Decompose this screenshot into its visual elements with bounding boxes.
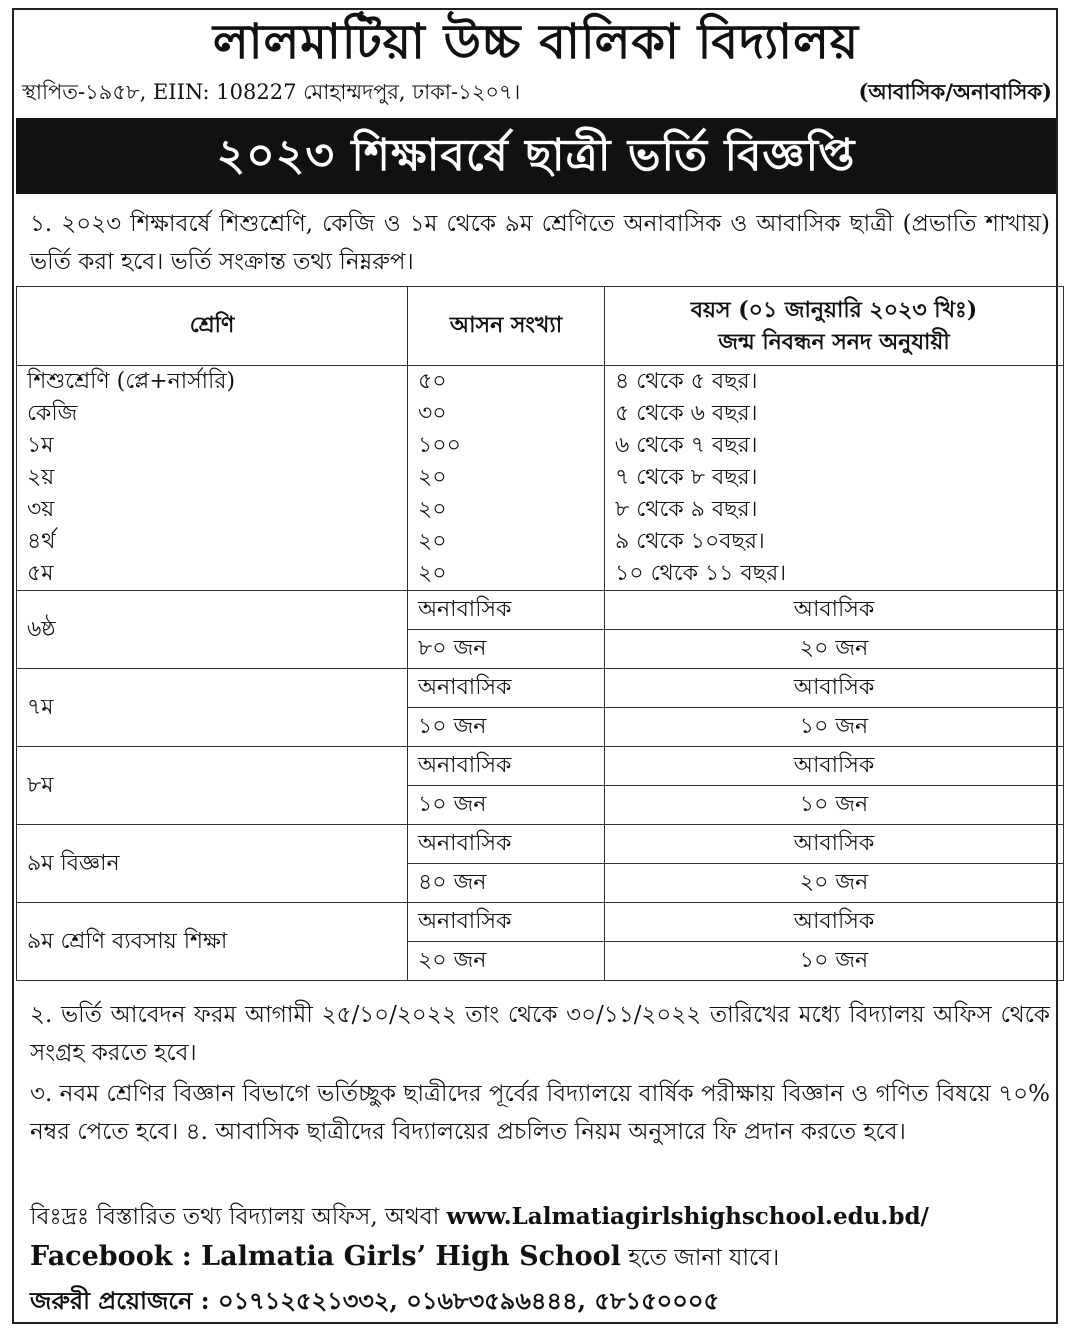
info-line-2 xyxy=(30,1237,1060,1278)
age-cell: ৮ থেকে ৯ বছর। xyxy=(605,494,1064,526)
nonresident-label: অনাবাসিক xyxy=(408,669,605,708)
group-class-cell: ৯ম বিজ্ঞান xyxy=(17,825,408,903)
table-row xyxy=(17,558,1064,591)
group-class-cell: ৯ম শ্রেণি ব্যবসায় শিক্ষা xyxy=(17,903,408,981)
class-cell: ২য় xyxy=(17,462,408,494)
school-name: লালমাটিয়া উচ্চ বালিকা বিদ্যালয় xyxy=(212,14,860,70)
header-age-line1: বয়স (০১ জানুয়ারি ২০২৩ খিঃ) xyxy=(690,297,978,323)
school-info-line xyxy=(22,76,1052,111)
age-cell: ৬ থেকে ৭ বছর। xyxy=(605,430,1064,462)
class-cell: ১ম xyxy=(17,430,408,462)
facebook-suffix: হতে জানা যাবে। xyxy=(628,1245,780,1271)
nonresident-label: অনাবাসিক xyxy=(408,747,605,786)
group-class-cell: ৭ম xyxy=(17,669,408,747)
nonresident-label: অনাবাসিক xyxy=(408,825,605,864)
age-cell: ৫ থেকে ৬ বছর। xyxy=(605,398,1064,430)
residency-type: (আবাসিক/অনাবাসিক) xyxy=(858,79,1052,104)
nonresident-seats: ২০ জন xyxy=(408,942,605,981)
contact-numbers: জরুরী প্রয়োজনে : ০১৭১২৫২১৩৩২, ০১৬৮৩৫৯৬৪৪৪, ৫৮১৫০০০৫ xyxy=(30,1286,720,1315)
class-cell: কেজি xyxy=(17,398,408,430)
intro-paragraph: ১. ২০২৩ শিক্ষাবর্ষে শিশুশ্রেণি, কেজি ও ১ম থেকে ৯ম শ্রেণিতে অনাবাসিক ও আবাসিক ছাত্রী (প্রভাতি শাখায়) ভর্তি করা হবে। ভর্তি সংক্রান্ত তথ্য নিম্নরুপ। xyxy=(30,211,1050,275)
nonresident-label: অনাবাসিক xyxy=(408,591,605,630)
website-link[interactable]: www.Lalmatiagirlshighschool.edu.bd/ xyxy=(446,1203,929,1230)
resident-label: আবাসিক xyxy=(605,903,1064,942)
seats-cell: ২০ xyxy=(408,494,605,526)
table-row xyxy=(17,494,1064,526)
nonresident-seats: ১০ জন xyxy=(408,708,605,747)
seats-cell: ৩০ xyxy=(408,398,605,430)
nonresident-seats: ৮০ জন xyxy=(408,630,605,669)
establishment-info: স্থাপিত-১৯৫৮, EIIN: 108227 মোহাম্মদপুর, ঢাকা-১২০৭। xyxy=(22,80,521,104)
class-cell: শিশুশ্রেণি (প্লে+নার্সারি) xyxy=(17,366,408,399)
header-age-line2: জন্ম নিবন্ধন সনদ অনুযায়ী xyxy=(718,329,950,355)
group-label-row xyxy=(17,591,1064,630)
age-cell: ৯ থেকে ১০বছর। xyxy=(605,526,1064,558)
seats-cell: ২০ xyxy=(408,526,605,558)
group-label-row xyxy=(17,747,1064,786)
resident-label: আবাসিক xyxy=(605,669,1064,708)
info-block xyxy=(30,1197,1060,1278)
seats-cell: ২০ xyxy=(408,462,605,494)
age-cell: ১০ থেকে ১১ বছর। xyxy=(605,558,1064,591)
group-class-cell: ৬ষ্ঠ xyxy=(17,591,408,669)
seats-cell: ২০ xyxy=(408,558,605,591)
table-row xyxy=(17,526,1064,558)
header-seats: আসন সংখ্যা xyxy=(408,287,605,366)
point-3-paragraph: ৩. নবম শ্রেণির বিজ্ঞান বিভাগে ভর্তিচ্ছুক ছাত্রীদের পূর্বের বিদ্যালয়ে বার্ষিক পরীক্ষায় বিজ্ঞান ও গণিত বিষয়ে ৭০% নম্বর পেতে হবে। ৪. আবাসিক ছাত্রীদের বিদ্যালয়ের প্রচলিত নিয়ম অনুসারে ফি প্রদান করতে হবে। xyxy=(30,1081,1050,1145)
header-class: শ্রেণি xyxy=(17,287,408,366)
table-row xyxy=(17,398,1064,430)
group-label-row xyxy=(17,669,1064,708)
class-cell: ৫ম xyxy=(17,558,408,591)
table-row xyxy=(17,462,1064,494)
info-note: বিঃদ্রঃ বিস্তারিত তথ্য বিদ্যালয় অফিস, অথবা xyxy=(30,1204,440,1230)
seats-cell: ৫০ xyxy=(408,366,605,399)
group-label-row xyxy=(17,903,1064,942)
info-line-1 xyxy=(30,1197,1060,1237)
resident-label: আবাসিক xyxy=(605,591,1064,630)
resident-seats: ২০ জন xyxy=(605,864,1064,903)
resident-label: আবাসিক xyxy=(605,825,1064,864)
group-class-cell: ৮ম xyxy=(17,747,408,825)
group-label-row xyxy=(17,825,1064,864)
admission-table xyxy=(16,286,1064,981)
resident-seats: ২০ জন xyxy=(605,630,1064,669)
nonresident-label: অনাবাসিক xyxy=(408,903,605,942)
table-header-row xyxy=(17,287,1064,366)
resident-seats: ১০ জন xyxy=(605,786,1064,825)
class-cell: ৪র্থ xyxy=(17,526,408,558)
age-cell: ৪ থেকে ৫ বছর। xyxy=(605,366,1064,399)
point-2-paragraph: ২. ভর্তি আবেদন ফরম আগামী ২৫/১০/২০২২ তাং থেকে ৩০/১১/২০২২ তারিখের মধ্যে বিদ্যালয় অফিস থেকে সংগ্রহ করতে হবে। xyxy=(30,1002,1050,1066)
seats-cell: ১০০ xyxy=(408,430,605,462)
notice-banner: ২০২৩ শিক্ষাবর্ষে ছাত্রী ভর্তি বিজ্ঞপ্তি xyxy=(16,118,1056,194)
nonresident-seats: ১০ জন xyxy=(408,786,605,825)
nonresident-seats: ৪০ জন xyxy=(408,864,605,903)
age-cell: ৭ থেকে ৮ বছর। xyxy=(605,462,1064,494)
resident-seats: ১০ জন xyxy=(605,942,1064,981)
resident-label: আবাসিক xyxy=(605,747,1064,786)
class-cell: ৩য় xyxy=(17,494,408,526)
table-row xyxy=(17,366,1064,399)
resident-seats: ১০ জন xyxy=(605,708,1064,747)
header-age xyxy=(605,287,1064,366)
table-row xyxy=(17,430,1064,462)
facebook-page[interactable]: Facebook : Lalmatia Girls’ High School xyxy=(30,1241,621,1272)
